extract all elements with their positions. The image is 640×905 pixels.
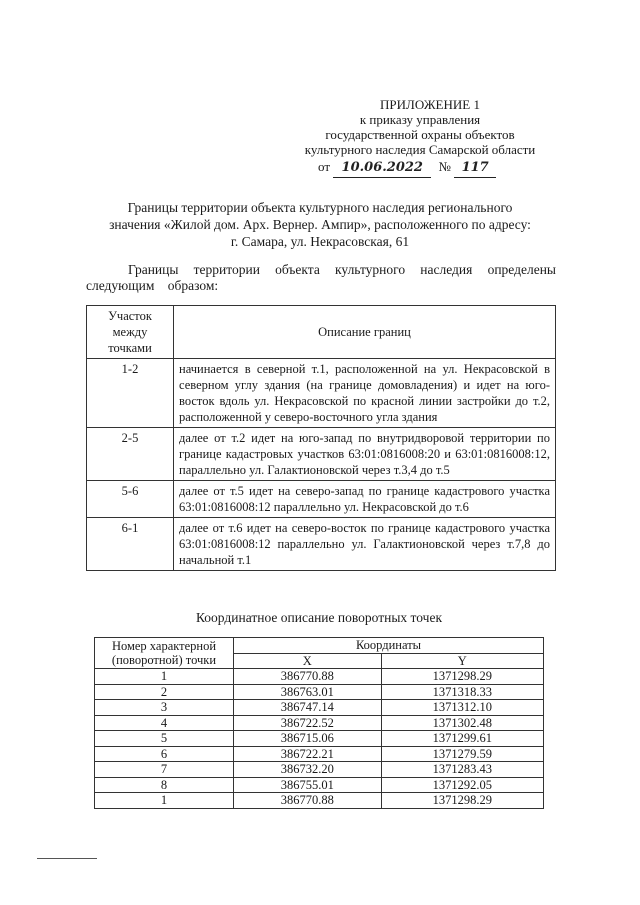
y-cell: 1371298.29 — [381, 669, 543, 685]
point-cell: 1 — [95, 669, 234, 685]
header-point-line-1: Номер характерной — [111, 638, 217, 653]
y-cell: 1371299.61 — [381, 731, 543, 747]
section-cell: 1-2 — [87, 359, 174, 428]
boundaries-header-row — [87, 306, 556, 359]
x-cell: 386732.20 — [234, 762, 382, 778]
appendix-line-3: государственной охраны объектов — [325, 127, 515, 142]
x-cell: 386722.52 — [234, 715, 382, 731]
y-cell: 1371302.48 — [381, 715, 543, 731]
title-line-2: значения «Жилой дом. Арх. Вернер. Ампир», расположенного по адресу: — [109, 217, 531, 232]
header-section: Участок между точками — [87, 306, 174, 359]
y-cell: 1371298.29 — [381, 793, 543, 809]
point-cell: 3 — [95, 700, 234, 716]
table-row — [95, 684, 544, 700]
table-row — [95, 793, 544, 809]
y-cell: 1371283.43 — [381, 762, 543, 778]
table-row — [87, 428, 556, 481]
handwritten-number: 117 — [454, 159, 496, 178]
description-cell: начинается в северной т.1, расположенной на ул. Некрасовской в северном углу здания (на границе домовладения) и идет на юго-восток вдоль ул. Некрасовской по красной линии застройки до т.2, расположенной у северо-восточного угла здания — [174, 359, 556, 428]
table-row — [95, 669, 544, 685]
table-row — [95, 700, 544, 716]
table-row — [95, 746, 544, 762]
y-cell: 1371318.33 — [381, 684, 543, 700]
header-point-line-2: (поворотной) точки — [111, 653, 217, 667]
header-y: Y — [381, 653, 543, 669]
description-cell: далее от т.5 идет на северо-запад по границе кадастрового участка 63:01:0816008:12 параллельно ул. Некрасовской до т.6 — [174, 481, 556, 518]
header-point — [95, 638, 234, 669]
point-cell: 1 — [95, 793, 234, 809]
point-cell: 6 — [95, 746, 234, 762]
x-cell: 386770.88 — [234, 793, 382, 809]
appendix-line-2: к приказу управления — [359, 112, 481, 127]
description-cell: далее от т.2 идет на юго-запад по внутридворовой территории по границе кадастровых участков 63:01:0816008:20 и 63:01:0816008:12, параллельно ул. Галактионовской через т.3,4 до т.5 — [174, 428, 556, 481]
order-date-line — [318, 158, 538, 178]
table-row — [95, 762, 544, 778]
x-cell: 386755.01 — [234, 777, 382, 793]
table-row — [87, 518, 556, 571]
x-cell: 386747.14 — [234, 700, 382, 716]
footer-divider — [37, 858, 97, 859]
boundaries-table — [86, 305, 556, 571]
x-cell: 386722.21 — [234, 746, 382, 762]
header-x: X — [234, 653, 382, 669]
document-title — [60, 199, 580, 250]
coordinates-table — [94, 637, 544, 809]
x-cell: 386763.01 — [234, 684, 382, 700]
appendix-line-4: культурного наследия Самарской области — [304, 142, 536, 157]
header-coordinates: Координаты — [234, 638, 544, 654]
handwritten-date: 10.06.2022 — [333, 159, 431, 178]
title-line-1: Границы территории объекта культурного наследия регионального — [127, 200, 513, 215]
section-cell: 6-1 — [87, 518, 174, 571]
description-cell: далее от т.6 идет на северо-восток по границе кадастрового участка 63:01:0816008:12 параллельно ул. Галактионовской через т.7,8 до начальной т.1 — [174, 518, 556, 571]
y-cell: 1371279.59 — [381, 746, 543, 762]
x-cell: 386715.06 — [234, 731, 382, 747]
appendix-title: ПРИЛОЖЕНИЕ 1 — [380, 97, 480, 112]
coords-header-row — [95, 638, 544, 654]
y-cell: 1371312.10 — [381, 700, 543, 716]
x-cell: 386770.88 — [234, 669, 382, 685]
table-row — [87, 481, 556, 518]
intro-paragraph: Границы территории объекта культурного наследия определены следующим образом: — [86, 262, 556, 293]
point-cell: 5 — [95, 731, 234, 747]
point-cell: 8 — [95, 777, 234, 793]
from-label: от — [318, 159, 331, 174]
appendix-header — [270, 97, 570, 157]
table-row — [95, 715, 544, 731]
header-description: Описание границ — [174, 306, 556, 359]
y-cell: 1371292.05 — [381, 777, 543, 793]
number-label: № — [438, 159, 451, 174]
title-line-3: г. Самара, ул. Некрасовская, 61 — [230, 234, 410, 249]
point-cell: 4 — [95, 715, 234, 731]
table-row — [87, 359, 556, 428]
section-cell: 5-6 — [87, 481, 174, 518]
table-row — [95, 777, 544, 793]
coords-title: Координатное описание поворотных точек — [195, 610, 443, 625]
point-cell: 7 — [95, 762, 234, 778]
table-row — [95, 731, 544, 747]
section-cell: 2-5 — [87, 428, 174, 481]
point-cell: 2 — [95, 684, 234, 700]
